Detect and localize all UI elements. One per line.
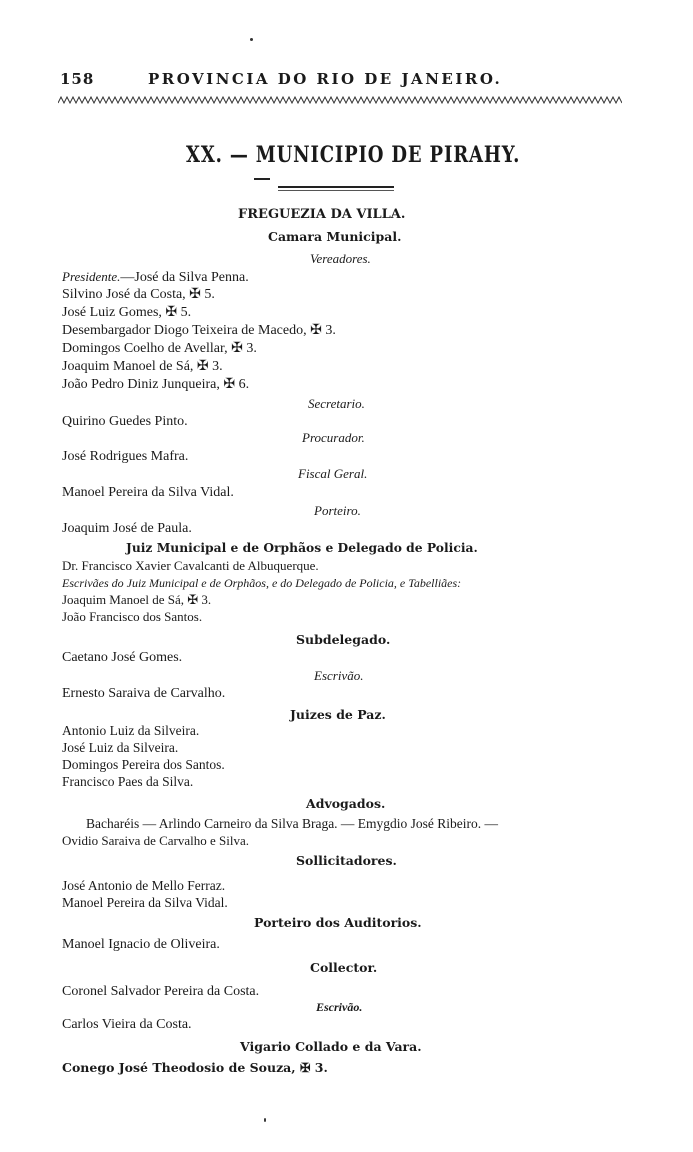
vicar-heading: Vigario Collado e da Vara. xyxy=(240,1039,422,1054)
clerk-1: Joaquim Manoel de Sá, ✠ 3. xyxy=(62,592,212,607)
page-number: 158 xyxy=(60,70,95,88)
clerk-2: João Francisco dos Santos. xyxy=(62,609,203,624)
judge-heading: Juiz Municipal e de Orphãos e Delegado de Policia. xyxy=(126,540,478,555)
notary-heading: Escrivão. xyxy=(314,668,364,683)
lawyers-heading: Advogados. xyxy=(306,796,386,811)
court-doorkeeper-heading: Porteiro dos Auditorios. xyxy=(254,915,422,930)
title-rule-thin xyxy=(278,190,394,191)
ornamental-rule xyxy=(58,96,622,104)
municipality-title: XX. — MUNICIPIO DE PIRAHY. xyxy=(186,142,521,168)
secretary-heading: Secretario. xyxy=(308,396,365,411)
council-heading: Camara Municipal. xyxy=(268,229,402,244)
doorkeeper-name: Joaquim José de Paula. xyxy=(62,521,192,536)
president-line xyxy=(62,269,249,286)
peace-judge-1: Antonio Luiz da Silveira. xyxy=(62,723,200,738)
councillors-heading: Vereadores. xyxy=(310,251,371,266)
solicitors-heading: Sollicitadores. xyxy=(296,853,397,868)
running-header xyxy=(60,70,620,92)
collector-clerk-name: Carlos Vieira da Costa. xyxy=(62,1017,192,1032)
lawyers-line-1: Bacharéis — Arlindo Carneiro da Silva Braga. — Emygdio José Ribeiro. — xyxy=(86,816,499,831)
councillor-6: João Pedro Diniz Junqueira, ✠ 6. xyxy=(62,377,250,392)
peace-judges-heading: Juizes de Paz. xyxy=(290,707,386,722)
title-dash xyxy=(254,178,270,180)
attorney-name: José Rodrigues Mafra. xyxy=(62,449,189,464)
collector-clerk-heading: Escrivão. xyxy=(316,1000,363,1014)
peace-judge-2: José Luiz da Silveira. xyxy=(62,740,179,755)
lawyers-line-2: Ovidio Saraiva de Carvalho e Silva. xyxy=(62,833,250,848)
councillor-1: Silvino José da Costa, ✠ 5. xyxy=(62,287,215,302)
solicitor-2: Manoel Pereira da Silva Vidal. xyxy=(62,895,228,910)
subdelegate-heading: Subdelegado. xyxy=(296,632,391,647)
collector-heading: Collector. xyxy=(310,960,378,975)
peace-judge-3: Domingos Pereira dos Santos. xyxy=(62,757,225,772)
subdelegate-name: Caetano José Gomes. xyxy=(62,650,183,665)
parish-heading: FREGUEZIA DA VILLA. xyxy=(238,207,406,222)
councillor-3: Desembargador Diogo Teixeira de Macedo, ✠ 3. xyxy=(62,323,336,338)
councillor-4: Domingos Coelho de Avellar, ✠ 3. xyxy=(62,341,257,356)
collector-name: Coronel Salvador Pereira da Costa. xyxy=(62,984,260,999)
vicar-name: Conego José Theodosio de Souza, ✠ 3. xyxy=(62,1060,328,1075)
title-rule xyxy=(278,186,394,188)
court-doorkeeper-name: Manoel Ignacio de Oliveira. xyxy=(62,937,220,952)
councillor-2: José Luiz Gomes, ✠ 5. xyxy=(62,305,192,320)
notary-name: Ernesto Saraiva de Carvalho. xyxy=(62,686,226,701)
councillor-5: Joaquim Manoel de Sá, ✠ 3. xyxy=(62,359,223,374)
ink-speck xyxy=(264,1118,266,1122)
inspector-heading: Fiscal Geral. xyxy=(298,466,368,481)
judge-name: Dr. Francisco Xavier Cavalcanti de Albuquerque. xyxy=(62,558,319,573)
secretary-name: Quirino Guedes Pinto. xyxy=(62,414,188,429)
doorkeeper-heading: Porteiro. xyxy=(314,503,361,518)
president-label: Presidente. xyxy=(62,269,121,284)
president-name: —José da Silva Penna. xyxy=(120,270,249,285)
running-title: PROVINCIA DO RIO DE JANEIRO. xyxy=(148,70,503,88)
solicitor-1: José Antonio de Mello Ferraz. xyxy=(62,878,226,893)
peace-judge-4: Francisco Paes da Silva. xyxy=(62,774,194,789)
clerks-heading: Escrivães do Juiz Municipal e de Orphãos, e do Delegado de Policia, e Tabelliães: xyxy=(62,576,462,590)
inspector-name: Manoel Pereira da Silva Vidal. xyxy=(62,485,234,500)
attorney-heading: Procurador. xyxy=(302,430,365,445)
ink-speck xyxy=(250,38,253,41)
